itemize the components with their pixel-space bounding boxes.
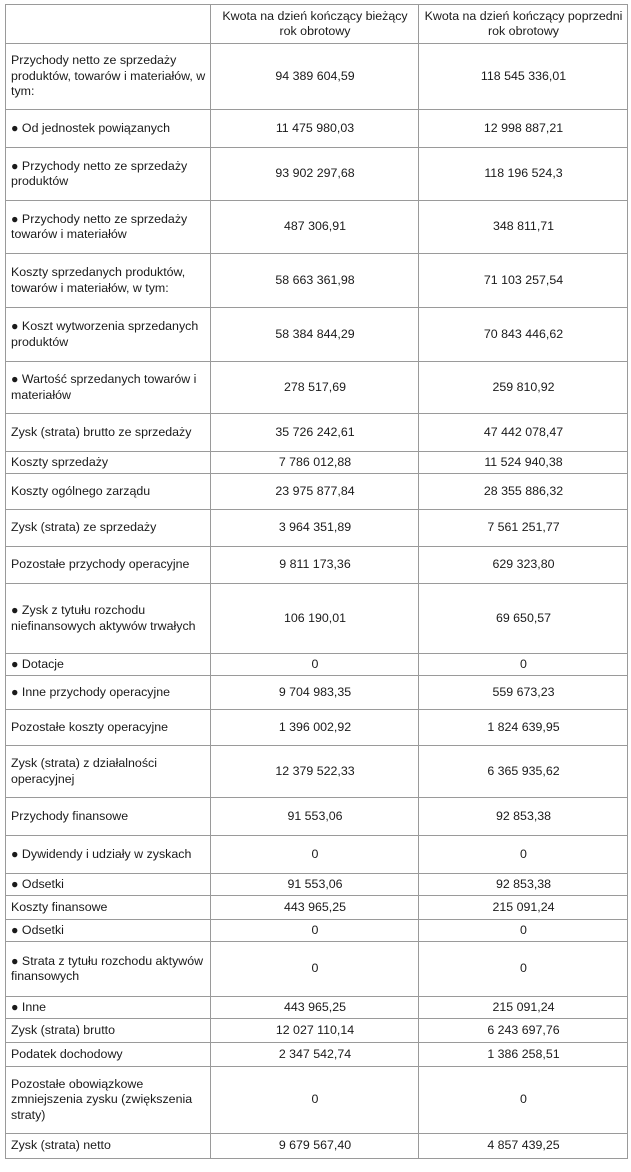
- row-value-previous: 7 561 251,77: [419, 510, 628, 547]
- row-label: Zysk (strata) ze sprzedaży: [6, 510, 211, 547]
- row-value-current: 0: [211, 836, 419, 874]
- table-row: [6, 474, 628, 510]
- row-value-current: 0: [211, 1067, 419, 1134]
- row-value-current: 91 553,06: [211, 798, 419, 836]
- row-value-previous: 12 998 887,21: [419, 110, 628, 148]
- header-previous-year: Kwota na dzień kończący poprzedni rok obrotowy: [419, 5, 628, 44]
- header-current-year: Kwota na dzień kończący bieżący rok obrotowy: [211, 5, 419, 44]
- row-label: Zysk (strata) brutto ze sprzedaży: [6, 414, 211, 452]
- table-row: [6, 836, 628, 874]
- row-value-previous: 0: [419, 1067, 628, 1134]
- row-value-previous: 11 524 940,38: [419, 452, 628, 474]
- row-value-current: 443 965,25: [211, 896, 419, 920]
- table-row: [6, 676, 628, 710]
- row-label: Pozostałe obowiązkowe zmniejszenia zysku (zwiększenia straty): [6, 1067, 211, 1134]
- row-value-current: 9 704 983,35: [211, 676, 419, 710]
- row-label: ● Dotacje: [6, 654, 211, 676]
- row-value-current: 278 517,69: [211, 362, 419, 414]
- row-value-current: 35 726 242,61: [211, 414, 419, 452]
- row-value-current: 7 786 012,88: [211, 452, 419, 474]
- table-row: [6, 798, 628, 836]
- table-row: [6, 414, 628, 452]
- row-value-previous: 6 243 697,76: [419, 1019, 628, 1043]
- row-value-previous: 0: [419, 654, 628, 676]
- row-value-current: 58 384 844,29: [211, 308, 419, 362]
- table-row: [6, 110, 628, 148]
- row-value-current: 0: [211, 654, 419, 676]
- row-label: Zysk (strata) brutto: [6, 1019, 211, 1043]
- row-label: Koszty finansowe: [6, 896, 211, 920]
- table-row: [6, 896, 628, 920]
- table-row: [6, 308, 628, 362]
- row-value-previous: 215 091,24: [419, 896, 628, 920]
- table-row: [6, 710, 628, 746]
- row-value-current: 23 975 877,84: [211, 474, 419, 510]
- table-row: [6, 746, 628, 798]
- table-row: [6, 942, 628, 997]
- row-value-previous: 259 810,92: [419, 362, 628, 414]
- row-value-previous: 0: [419, 942, 628, 997]
- row-value-previous: 348 811,71: [419, 201, 628, 254]
- row-value-previous: 1 386 258,51: [419, 1043, 628, 1067]
- row-value-previous: 92 853,38: [419, 798, 628, 836]
- row-label: ● Inne: [6, 997, 211, 1019]
- row-value-previous: 28 355 886,32: [419, 474, 628, 510]
- row-label: Przychody finansowe: [6, 798, 211, 836]
- table-row: [6, 510, 628, 547]
- row-value-current: 94 389 604,59: [211, 44, 419, 110]
- row-value-current: 93 902 297,68: [211, 148, 419, 201]
- row-label: Koszty sprzedanych produktów, towarów i materiałów, w tym:: [6, 254, 211, 308]
- row-value-previous: 47 442 078,47: [419, 414, 628, 452]
- row-value-previous: 92 853,38: [419, 874, 628, 896]
- row-value-current: 3 964 351,89: [211, 510, 419, 547]
- table-row: [6, 547, 628, 584]
- table-row: [6, 1134, 628, 1159]
- row-value-previous: 69 650,57: [419, 584, 628, 654]
- row-label: ● Odsetki: [6, 874, 211, 896]
- row-value-previous: 629 323,80: [419, 547, 628, 584]
- row-value-current: 91 553,06: [211, 874, 419, 896]
- row-value-current: 12 379 522,33: [211, 746, 419, 798]
- row-value-current: 0: [211, 920, 419, 942]
- table-row: [6, 148, 628, 201]
- row-value-previous: 1 824 639,95: [419, 710, 628, 746]
- row-label: Koszty sprzedaży: [6, 452, 211, 474]
- row-value-previous: 215 091,24: [419, 997, 628, 1019]
- table-row: [6, 997, 628, 1019]
- table-row: [6, 201, 628, 254]
- table-row: [6, 44, 628, 110]
- row-label: ● Zysk z tytułu rozchodu niefinansowych aktywów trwałych: [6, 584, 211, 654]
- row-value-previous: 0: [419, 920, 628, 942]
- header-label-cell: [6, 5, 211, 44]
- table-header-row: [6, 5, 628, 44]
- table-row: [6, 254, 628, 308]
- row-label: ● Inne przychody operacyjne: [6, 676, 211, 710]
- row-value-current: 11 475 980,03: [211, 110, 419, 148]
- row-value-previous: 4 857 439,25: [419, 1134, 628, 1159]
- row-value-current: 9 811 173,36: [211, 547, 419, 584]
- row-value-current: 443 965,25: [211, 997, 419, 1019]
- row-value-current: 106 190,01: [211, 584, 419, 654]
- row-label: Koszty ogólnego zarządu: [6, 474, 211, 510]
- row-value-previous: 118 196 524,3: [419, 148, 628, 201]
- row-value-current: 58 663 361,98: [211, 254, 419, 308]
- table-body: [6, 44, 628, 1159]
- row-label: Pozostałe koszty operacyjne: [6, 710, 211, 746]
- row-label: ● Odsetki: [6, 920, 211, 942]
- table-row: [6, 584, 628, 654]
- row-value-current: 12 027 110,14: [211, 1019, 419, 1043]
- table-row: [6, 654, 628, 676]
- row-label: ● Przychody netto ze sprzedaży towarów i materiałów: [6, 201, 211, 254]
- table-row: [6, 362, 628, 414]
- row-value-current: 9 679 567,40: [211, 1134, 419, 1159]
- row-label: ● Koszt wytworzenia sprzedanych produktów: [6, 308, 211, 362]
- row-value-current: 2 347 542,74: [211, 1043, 419, 1067]
- table-row: [6, 1019, 628, 1043]
- row-label: Podatek dochodowy: [6, 1043, 211, 1067]
- row-label: ● Dywidendy i udziały w zyskach: [6, 836, 211, 874]
- row-label: Zysk (strata) z działalności operacyjnej: [6, 746, 211, 798]
- row-value-current: 0: [211, 942, 419, 997]
- table-row: [6, 1043, 628, 1067]
- table-row: [6, 874, 628, 896]
- row-value-current: 1 396 002,92: [211, 710, 419, 746]
- row-label: ● Wartość sprzedanych towarów i materiałów: [6, 362, 211, 414]
- row-value-previous: 118 545 336,01: [419, 44, 628, 110]
- table-row: [6, 452, 628, 474]
- row-value-previous: 559 673,23: [419, 676, 628, 710]
- row-label: Pozostałe przychody operacyjne: [6, 547, 211, 584]
- income-statement-table: [5, 4, 628, 1159]
- row-value-previous: 6 365 935,62: [419, 746, 628, 798]
- row-label: Zysk (strata) netto: [6, 1134, 211, 1159]
- row-label: Przychody netto ze sprzedaży produktów, towarów i materiałów, w tym:: [6, 44, 211, 110]
- row-label: ● Strata z tytułu rozchodu aktywów finansowych: [6, 942, 211, 997]
- row-label: ● Od jednostek powiązanych: [6, 110, 211, 148]
- row-value-previous: 70 843 446,62: [419, 308, 628, 362]
- row-value-previous: 0: [419, 836, 628, 874]
- row-value-current: 487 306,91: [211, 201, 419, 254]
- table-row: [6, 920, 628, 942]
- row-label: ● Przychody netto ze sprzedaży produktów: [6, 148, 211, 201]
- row-value-previous: 71 103 257,54: [419, 254, 628, 308]
- table-row: [6, 1067, 628, 1134]
